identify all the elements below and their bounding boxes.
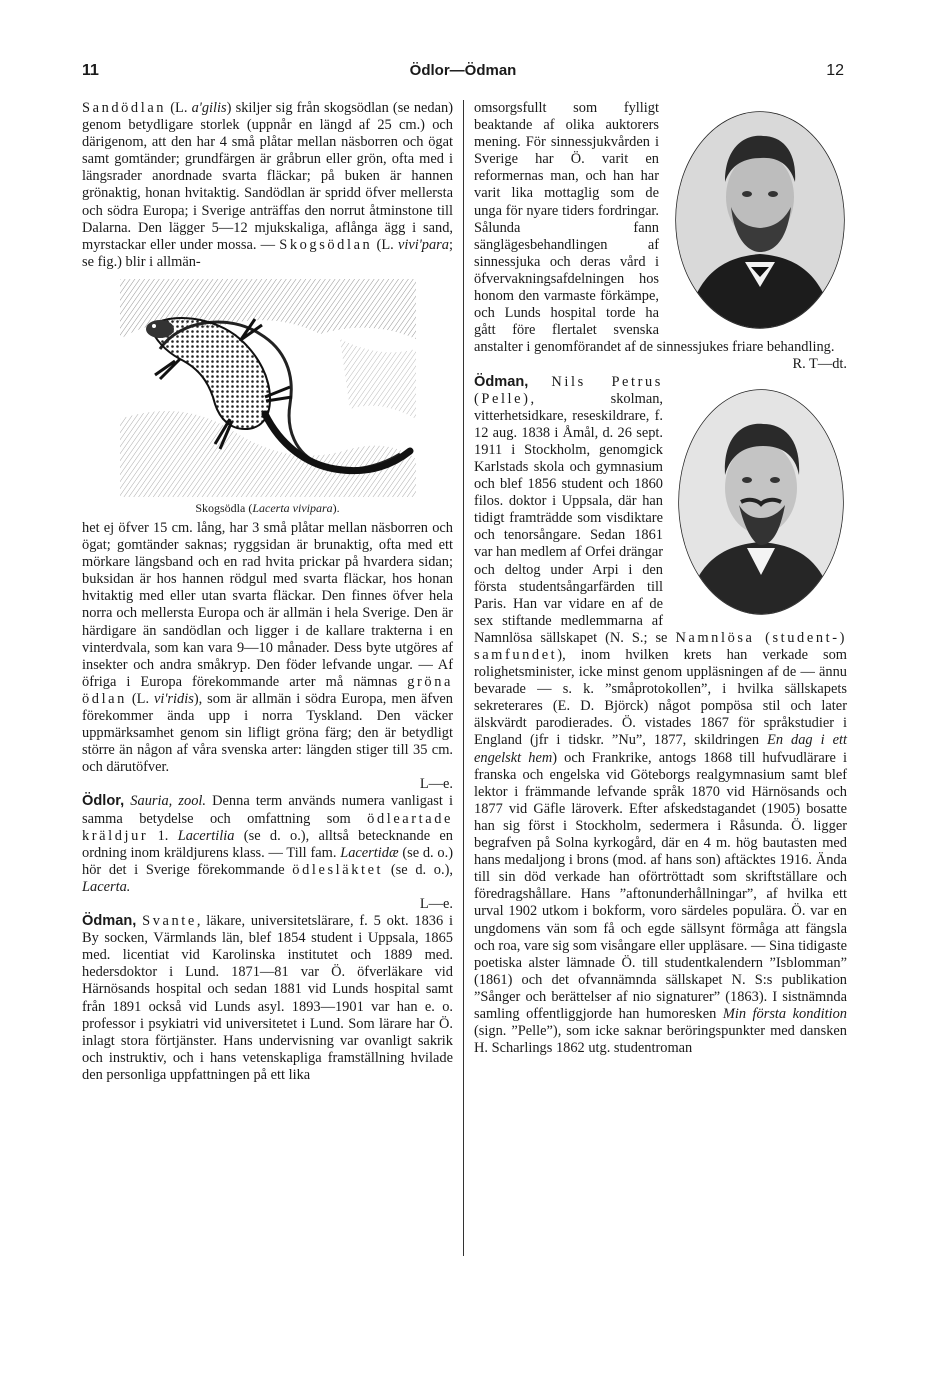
page-title: Ödlor—Ödman (409, 62, 517, 79)
caption-text: Skogsödla ( (195, 500, 253, 515)
scientific-name: Lacerta. (82, 878, 131, 895)
entry-sandodlan (82, 100, 453, 271)
headword-skogsodlan: Skogsödlan (279, 236, 373, 253)
term-odleartade: ödleartade kräldjur (82, 810, 453, 844)
portrait-image (669, 380, 847, 620)
text-fragment: ; se fig.) blir i allmän- (82, 236, 453, 270)
lizard-illustration (120, 279, 416, 497)
entry-body: , skolman, vitterhetsidkare, reseskildrare, f. 12 aug. 1838 i Åmål, d. 26 sept. 1911 i Stockholm, genomgick Karlstads skola och gymnasium och blef 1856 student och 1860 filos. doktor i Uppsala, där han tidigt framträdde som visdiktare och tenorsångare. Sedan 1861 var han medlem af Orfei drängar och deltog under Arpi i den första studentsångarfärden till Paris. Han var vidare en af de sex stiftande medlemmarna af Namnlösa sällskapet (N. S.; se (474, 390, 676, 646)
entry-body: Denna term används numera vanligast i samma betydelse och omfattning som (82, 793, 454, 827)
left-column (82, 100, 453, 1084)
entry-skogsodlan-continued (82, 520, 453, 776)
entry-odlor (82, 793, 453, 896)
portrait-image (665, 102, 847, 332)
scientific-name: vi'ridis (153, 690, 194, 707)
entry-body: ) skiljer sig från skogsödlan (se nedan) genom betydligare storlek (uppnår en längd af 25 cm.) och därigenom, att den har 4 små plåtar mellan näsborren och ögat samt gomtänder; grundfärgen är gråbrun eller grön, ofta med i längsrader anordnade svarta fläckar; på buken är hannen grönaktig, honan hvitaktig. Sandödlan är spridd öfver mellersta och södra Europa; i Sverige anträffas den norrut åtminstone till Dalarna. Den lägger 5—12 mjukskaliga, aflånga ägg i sand, myrstackar eller under mossa. — (82, 100, 453, 253)
page-number-right: 12 (826, 62, 844, 79)
entry-body: , läkare, universitetslärare, f. 5 okt. 1836 i By socken, Värmlands län, blef 1854 student i Uppsala, 1865 med. licentiat vid Karolinska institutet och 1889 med. hedersdoktor i Lund. 1871—81 var Ö. öfverläkare vid Härnösands hospital och sedan 1881 vid Lunds hospital samt från 1891 också vid Lunds asyl. 1893—1901 var han e. o. professor i psykiatri vid universitetet i Lund. Som lärare har Ö. inlagt stora förtjänster. Hans undervisning var ovanligt sakrik och instruktiv, och i hans vetenskapliga framställning hvilade den personliga uppfattningen på ett lika (82, 913, 453, 1083)
scientific-name: Lacertilia (177, 827, 235, 844)
entry-body: (se d. o.), alltså betecknande en ordning inom kräldjurens klass. — Till fam. (82, 827, 453, 861)
scientific-name: a'gilis (191, 100, 227, 116)
term-namnlosa: Namnlösa (student-) samfundet (474, 629, 847, 663)
portrait-svante-odman (665, 102, 847, 332)
entry-body: ) och Frankrike, antogs 1868 till hufvudlärare i franska och engelska vid Göteborgs realgymnasium samt blef lektor i främmande lefvande språk 1870 vid Härnösands och 1877 vid Gäfle läroverk. Efter afskedstagandet (1905) bosatte han sig först i Stockholm, sedermera i Råsunda. Ö. ligger begrafven på Solna kyrkogård, där en 4 m. hög bautasten med hans medaljong i brons (mod. af hans son) aftäcktes 1916. Ända till sin död verkade han oförtröttadt som skriftställare och föredragshållare. Hans ”aftonunderhållningar”, af hvilka ett urval 1902 utkom i bokform, voro särdeles populära. Ö. var en ungdomens vän som få och egde sällsynt förmåga att fängsla och roa, vare sig som visångare eller uppläsare. — Sina tidigaste poetiska alster lämnade Ö. till studentkalendern ”Isblomman” (1861) och det ofvannämnda sällskapet N. S:s publikation ”Sånger och berättelser af nio signaturer” (1863). I sistnämnda samling offentliggjorde han humoresken (474, 749, 848, 1022)
page-header (82, 62, 844, 88)
text-fragment: 1. (148, 827, 178, 844)
lizard-figure (82, 279, 453, 516)
entry-odman-svante (82, 913, 453, 1084)
headword-odman: Ödman, (82, 913, 137, 930)
work-title: Min första kondition (722, 1005, 847, 1022)
work-title: En dag i ett engelskt hem (474, 732, 847, 766)
term-odleslaktet: ödlesläktet (292, 861, 384, 878)
text-fragment: (L. (126, 690, 154, 707)
scientific-name: vivi'para (397, 236, 449, 253)
caption-scientific-name: Lacerta vivipara (252, 500, 333, 515)
entry-body: ), inom hvilken krets han verkade som rolighetsminister, icke minst genom uppläsningen af de — ännu bevarade — s. k. ”småprotokollen”, i hvilka sällskapets sekreterares (E. D. Björck) något pompösa stil och later älskvärdt parodierades. Ö. vistades 1867 för språkstudier i England (jfr i tidskr. ”Nu”, 1877, skildringen (474, 647, 847, 749)
entry-body: (sign. ”Pelle”), som icke saknar beröringspunkter med dansken H. Scharlings 1862 utg. studentroman (474, 1023, 847, 1057)
person-name: Nils Petrus (Pelle) (474, 373, 663, 407)
person-name: Svante (142, 913, 197, 930)
figure-caption (82, 501, 453, 516)
text-fragment: (L. (166, 100, 192, 116)
text-fragment: (L. (372, 236, 398, 253)
headword-odlor: Ödlor, (82, 793, 125, 810)
caption-text: ). (332, 500, 340, 515)
portrait-nils-odman (669, 380, 847, 620)
signature: L—e. (419, 776, 453, 793)
entry-body: omsorgsfullt som fylligt beaktande af olika auktorers mening. För sinnessjukvården i Sverige har Ö. varit en reformernas man, och han har varit lika mottaglig som de unga för nyare tiders fordringar. Sålunda fann sänglägesbehandlingen af sinnessjuka och deras vård i öfvervakningsafdelningen hos honom den varmaste förkämpe, och Lunds hospital torde ha gått före flertalet svenska anstalter i genomförandet af de sinnessjukes friare behandling. (474, 100, 835, 356)
page-number-left: 11 (82, 62, 99, 79)
headword-sandodlan: Sandödlan (82, 100, 167, 116)
right-column (474, 100, 847, 1057)
scientific-name: Lacertidæ (340, 844, 399, 861)
entry-body: ), som är allmän i södra Europa, men äfven förekommer ända upp i norra Tyskland. Den väcker uppmärksamhet genom sin lifligt gröna färg; den är betydligt större än någon af våra svenska arter: längden stiger till 35 cm. och därutöfver. (82, 690, 453, 776)
scientific-name: Sauria, zool. (124, 793, 207, 810)
text-fragment: (se d. o.), (383, 861, 453, 878)
signature: R. T—dt. (792, 356, 847, 373)
column-divider (463, 100, 464, 1256)
headword-odman: Ödman, (474, 373, 529, 390)
signature: L—e. (419, 896, 453, 912)
term-grona-odlan: gröna ödlan (82, 673, 453, 707)
entry-body: het ej öfver 15 cm. lång, har 3 små plåtar mellan näsborren och ögat; gomtänder saknas; ryggsidan är brunaktig, ofta med ett mörkare längsband och en rad hvita prickar på hvardera sidan; buksidan är hos hannen rödgul med svarta fläckar, hos honan hvitaktig med eller utan svarta fläckar. Den finnes öfver hela norra och mellersta Europa och är allmän i hela Sverige. Den är härdigare än sandödlan och ligger i de kallare trakterna i en vinterdvala, som kan vara 9—10 månader. Dess byte utgöres af insekter och andra småkryp. Den föder lefvande ungar. — Af öfriga i Europa förekommande arter må nämnas (82, 519, 453, 690)
entry-body: (se d. o.) hör det i Sverige förekommande (82, 844, 454, 878)
